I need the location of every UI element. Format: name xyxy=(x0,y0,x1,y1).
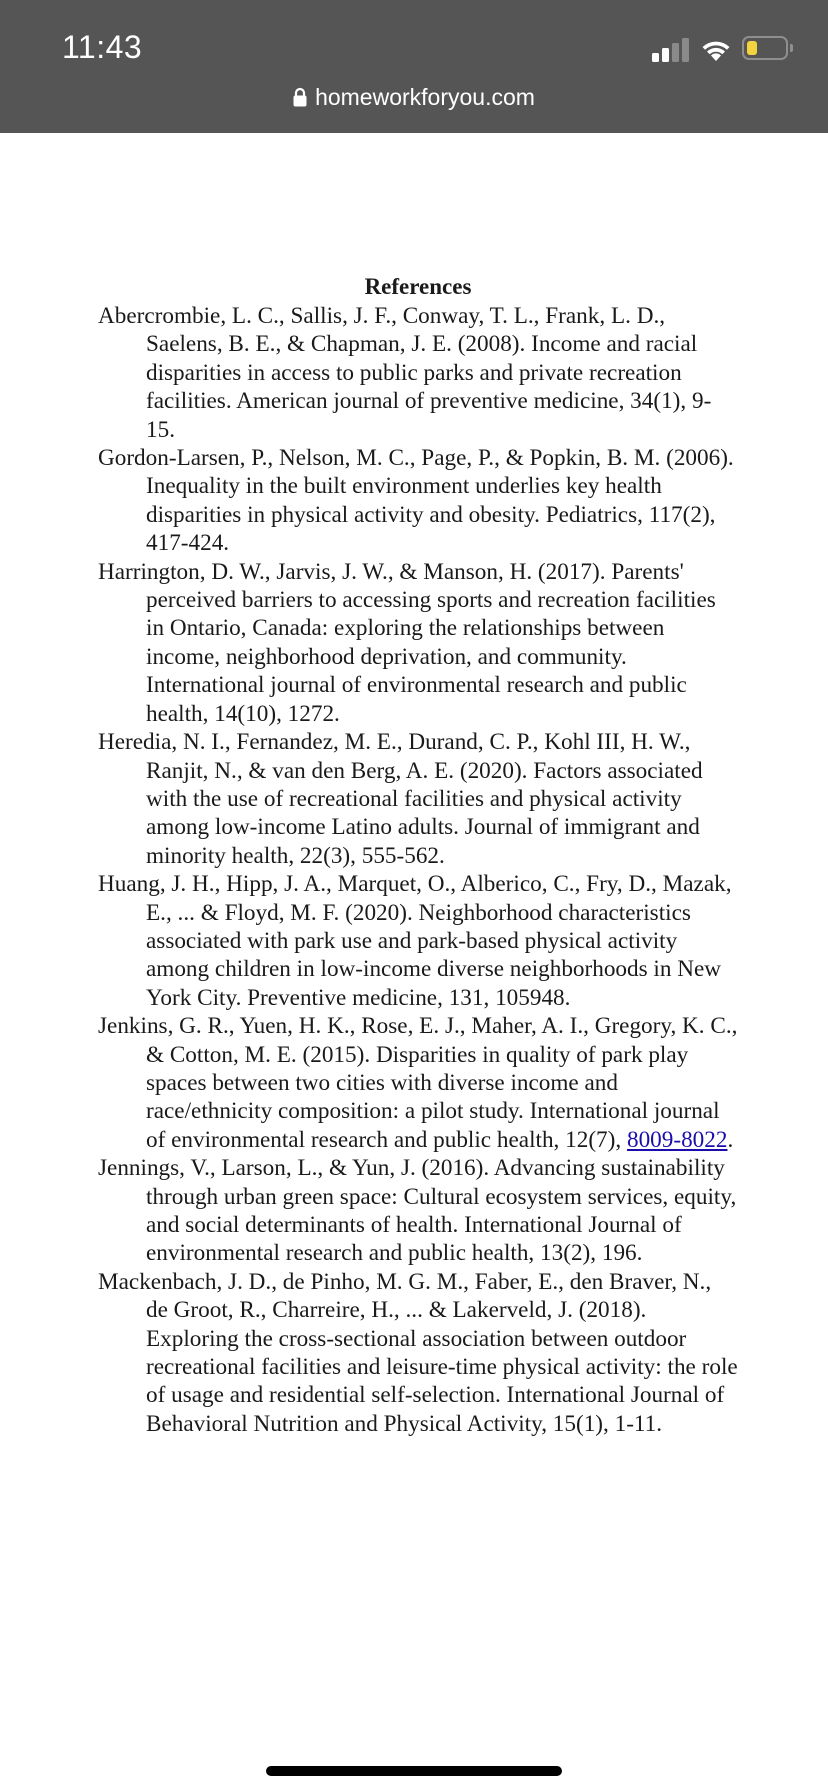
wifi-icon xyxy=(700,38,732,62)
reference-entry: Gordon-Larsen, P., Nelson, M. C., Page, P., & Popkin, B. M. (2006). Inequality in the built environment underlies key health disparities in physical activity and obesity. Pediatrics, 117(2), 417-424. xyxy=(98,445,734,557)
lock-icon xyxy=(293,86,307,113)
url-text: homeworkforyou.com xyxy=(315,84,535,110)
reference-text: Jenkins, G. R., Yuen, H. K., Rose, E. J., Maher, A. I., Gregory, K. C., & Cotton, M. E. (2015). Disparities in quality of park play spaces between two cities with diverse income and race/ethnicity composition: a pilot study. International journal of environmental research and public health, 12(7), xyxy=(98,1013,738,1153)
battery-icon xyxy=(742,36,788,60)
reference-period: . xyxy=(727,1126,734,1153)
status-time: 11:43 xyxy=(62,29,143,65)
reference-list xyxy=(98,302,738,1438)
reference-entry: Abercrombie, L. C., Sallis, J. F., Conway, T. L., Frank, L. D., Saelens, B. E., & Chapman, J. E. (2008). Income and racial disparities in access to public parks and private recreation facilities. American journal of preventive medicine, 34(1), 9-15. xyxy=(98,303,712,443)
cellular-signal-icon xyxy=(652,38,692,62)
reference-entry: Mackenbach, J. D., de Pinho, M. G. M., Faber, E., den Braver, N., de Groot, R., Charreire, H., ... & Lakerveld, J. (2018). Exploring the cross-sectional association between outdoor recreational facilities and leisure-time physical activity: the role of usage and residential self-selection. International Journal of Behavioral Nutrition and Physical Activity, 15(1), 1-11. xyxy=(98,1268,738,1437)
reference-entry: Heredia, N. I., Fernandez, M. E., Durand, C. P., Kohl III, H. W., Ranjit, N., & van den Berg, A. E. (2020). Factors associated with the use of recreational facilities and physical activity among low-income Latino adults. Journal of immigrant and minority health, 22(3), 555-562. xyxy=(98,729,703,869)
battery-level xyxy=(747,41,757,55)
browser-top-bar xyxy=(0,0,828,133)
reference-entry xyxy=(98,1012,738,1154)
battery-tip xyxy=(790,44,793,52)
page-range-link[interactable]: 8009-8022 xyxy=(626,1126,728,1153)
reference-entry: Huang, J. H., Hipp, J. A., Marquet, O., Alberico, C., Fry, D., Mazak, E., ... & Floyd, M. F. (2020). Neighborhood characteristics associated with park use and park-based physical activity among children in low-income diverse neighborhoods in New York City. Preventive medicine, 131, 105948. xyxy=(98,871,732,1011)
reference-entry: Jennings, V., Larson, L., & Yun, J. (2016). Advancing sustainability through urban green space: Cultural ecosystem services, equity, and social determinants of health. International Journal of environmental research and public health, 13(2), 196. xyxy=(98,1155,737,1267)
reference-entry: Harrington, D. W., Jarvis, J. W., & Manson, H. (2017). Parents' perceived barriers to accessing sports and recreation facilities in Ontario, Canada: exploring the relationships between income, neighborhood deprivation, and community. International journal of environmental research and public health, 14(10), 1272. xyxy=(98,558,716,727)
url-bar[interactable] xyxy=(0,84,828,113)
references-heading: References xyxy=(364,274,472,299)
document-page xyxy=(98,272,738,1438)
home-indicator[interactable] xyxy=(266,1766,562,1776)
